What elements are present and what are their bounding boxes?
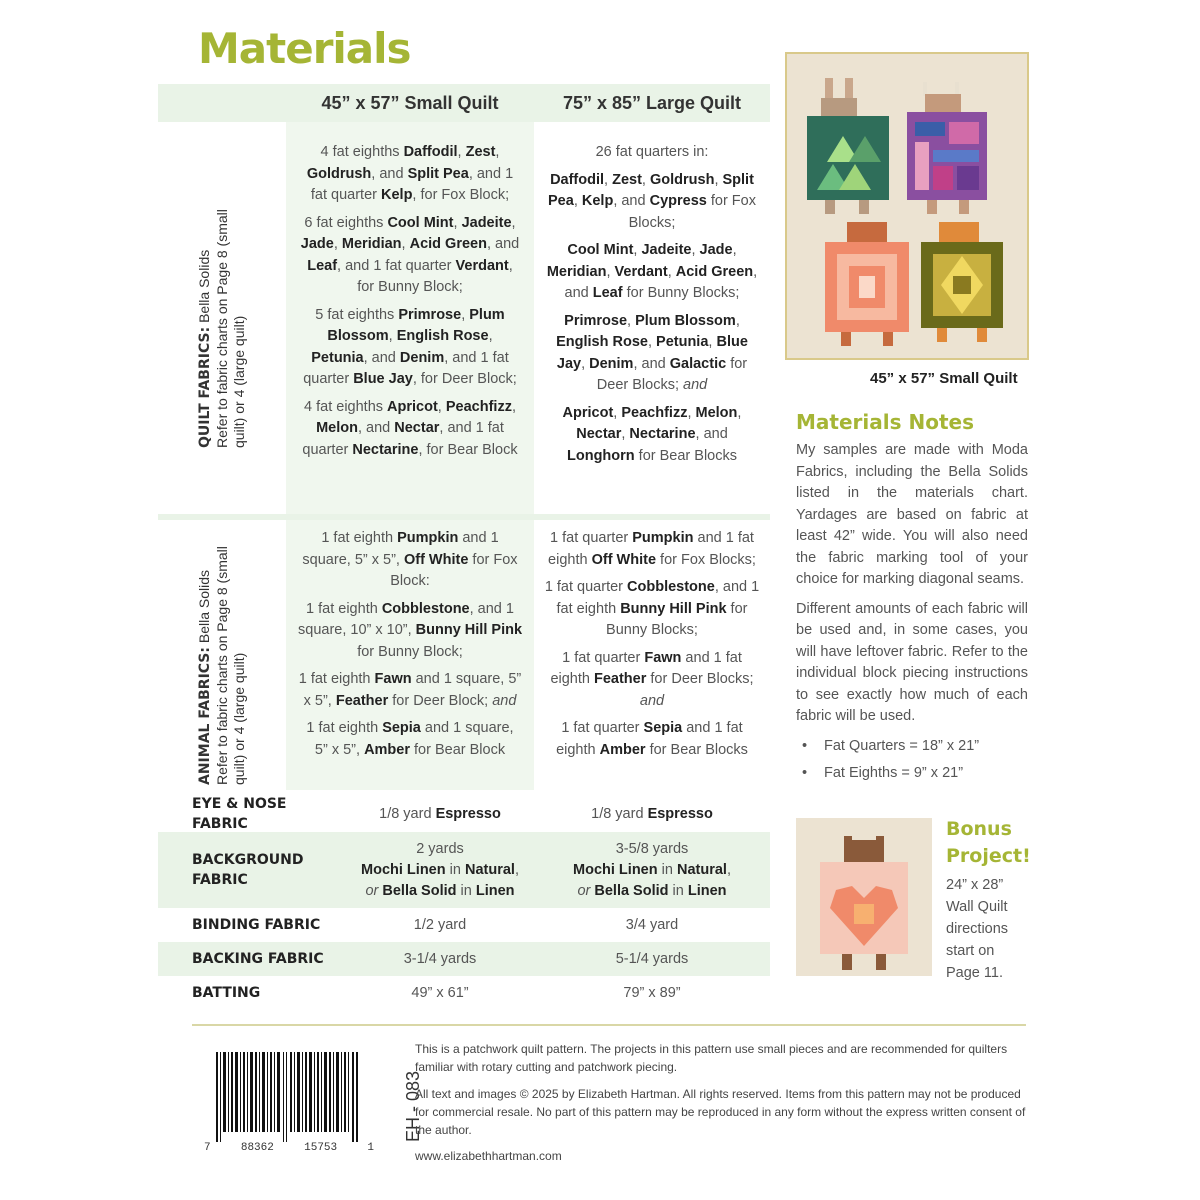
table-header-blank [158, 84, 286, 122]
footer-website-link[interactable]: www.elizabethhartman.com [415, 1149, 562, 1163]
quilt-fabrics-label: QUILT FABRICS: Bella Solids Refer to fabric charts on Page 8 (small quilt) or 4 (large quilt) [196, 209, 247, 448]
bonus-project-text: 24” x 28” Wall Quilt directions start on Page 11. [946, 877, 1009, 981]
animal-fabrics-section [158, 520, 770, 790]
barcode-digits: 7 88362 15753 1 [204, 1142, 374, 1154]
quilt-fabrics-small: 4 fat eighths Daffodil, Zest, Goldrush, and Split Pea, and 1 fat quarter Kelp, for Fox Block; 6 fat eighths Cool Mint, Jadeite, Jade, Meridian, Acid Green, and Leaf, and 1 fat quarter Verdant, for Bunny Block; 5 fat eighths Primrose, Plum Blossom, English Rose, Petunia, and Denim, and 1 fat quarter Blue Jay, for Deer Block; 4 fat eighths Apricot, Peachfizz, Melon, and Nectar, and 1 fat quarter Nectarine, for Bear Block [286, 122, 534, 514]
table-row-eye-nose: EYE & NOSE FABRIC 1/8 yard Espresso 1/8 yard Espresso [192, 796, 713, 832]
small-quilt-illustration [787, 54, 1027, 358]
product-sku: EH - 083 [403, 1070, 424, 1143]
bonus-project-title: Bonus Project! [946, 818, 1031, 867]
animal-fabrics-small: 1 fat eighth Pumpkin and 1 square, 5” x 5”, Off White for Fox Block: 1 fat eighth Cobblestone, and 1 square, 10” x 10”, Bunny Hill Pink for Bunny Block; 1 fat eighth Fawn and 1 square, 5” x 5”, Feather for Deer Block; and 1 fat eighth Sepia and 1 square, 5” x 5”, Amber for Bear Block [286, 520, 534, 790]
list-item: • Fat Eighths = 9” x 21” [796, 763, 1028, 785]
footer-copyright: All text and images © 2025 by Elizabeth Hartman. All rights reserved. Items from this pattern may not be produced for commercial resale. No part of this pattern may be reproduced in any form without the express written consent of the author. [415, 1087, 1026, 1137]
table-header-small-quilt: 45” x 57” Small Quilt [286, 84, 534, 122]
image-caption: 45” x 57” Small Quilt [870, 370, 1018, 387]
table-header-large-quilt: 75” x 85” Large Quilt [534, 84, 770, 122]
table-row-backing: BACKING FABRIC 3-1/4 yards 5-1/4 yards [158, 942, 770, 976]
footer-disclaimer: This is a patchwork quilt pattern. The projects in this pattern use small pieces and are recommended for quilters familiar with rotary cutting and patchwork piecing. [415, 1042, 1008, 1074]
footer-divider [192, 1024, 1026, 1026]
quilt-fabrics-section [158, 122, 770, 514]
barcode [216, 1052, 358, 1142]
animal-fabrics-large: 1 fat quarter Pumpkin and 1 fat eighth Off White for Fox Blocks; 1 fat quarter Cobblestone, and 1 fat eighth Bunny Hill Pink for Bunny Blocks; 1 fat quarter Fawn and 1 fat eighth Feather for Deer Blocks; and 1 fat quarter Sepia and 1 fat eighth Amber for Bear Blocks [544, 530, 760, 758]
quilt-fabrics-large: 26 fat quarters in: Daffodil, Zest, Goldrush, Split Pea, Kelp, and Cypress for Fox Blocks; Cool Mint, Jadeite, Jade, Meridian, Verdant, Acid Green, and Leaf for Bunny Blocks; Primrose, Plum Blossom, English Rose, Petunia, Blue Jay, Denim, and Galactic for Deer Blocks; and Apricot, Peachfizz, Melon, Nectar, Nectarine, and Longhorn for Bear Blocks [546, 144, 758, 464]
page-title: Materials [198, 24, 411, 73]
table-row-batting: BATTING 49” x 61” 79” x 89” [192, 984, 681, 1001]
materials-notes-title: Materials Notes [796, 410, 974, 434]
bonus-project-image [796, 818, 932, 976]
small-quilt-image [785, 52, 1029, 360]
animal-fabrics-label: ANIMAL FABRICS: Bella Solids Refer to fabric charts on Page 8 (small quilt) or 4 (large quilt) [196, 546, 247, 785]
bear-heart-illustration [796, 818, 932, 976]
materials-notes: My samples are made with Moda Fabrics, including the Bella Solids listed in the materials chart. Yardages are based on fabric at least 42” wide. You will also need the fabric marking tool of your choice for marking diagonal seams. Different amounts of each fabric will be used and, in some cases, you will have leftover fabric. Refer to the individual block piecing instructions to see exactly how much of each fabric will be used. • Fat Quarters = 18” x 21” • Fat Eighths = 9” x 21” [796, 440, 1028, 791]
table-row-background: BACKGROUND FABRIC 2 yards Mochi Linen in Natural, or Bella Solid in Linen 3-5/8 yards Mochi Linen in Natural, or Bella Solid in Linen [158, 832, 770, 908]
list-item: • Fat Quarters = 18” x 21” [796, 736, 1028, 758]
table-row-binding: BINDING FABRIC 1/2 yard 3/4 yard [192, 916, 679, 933]
